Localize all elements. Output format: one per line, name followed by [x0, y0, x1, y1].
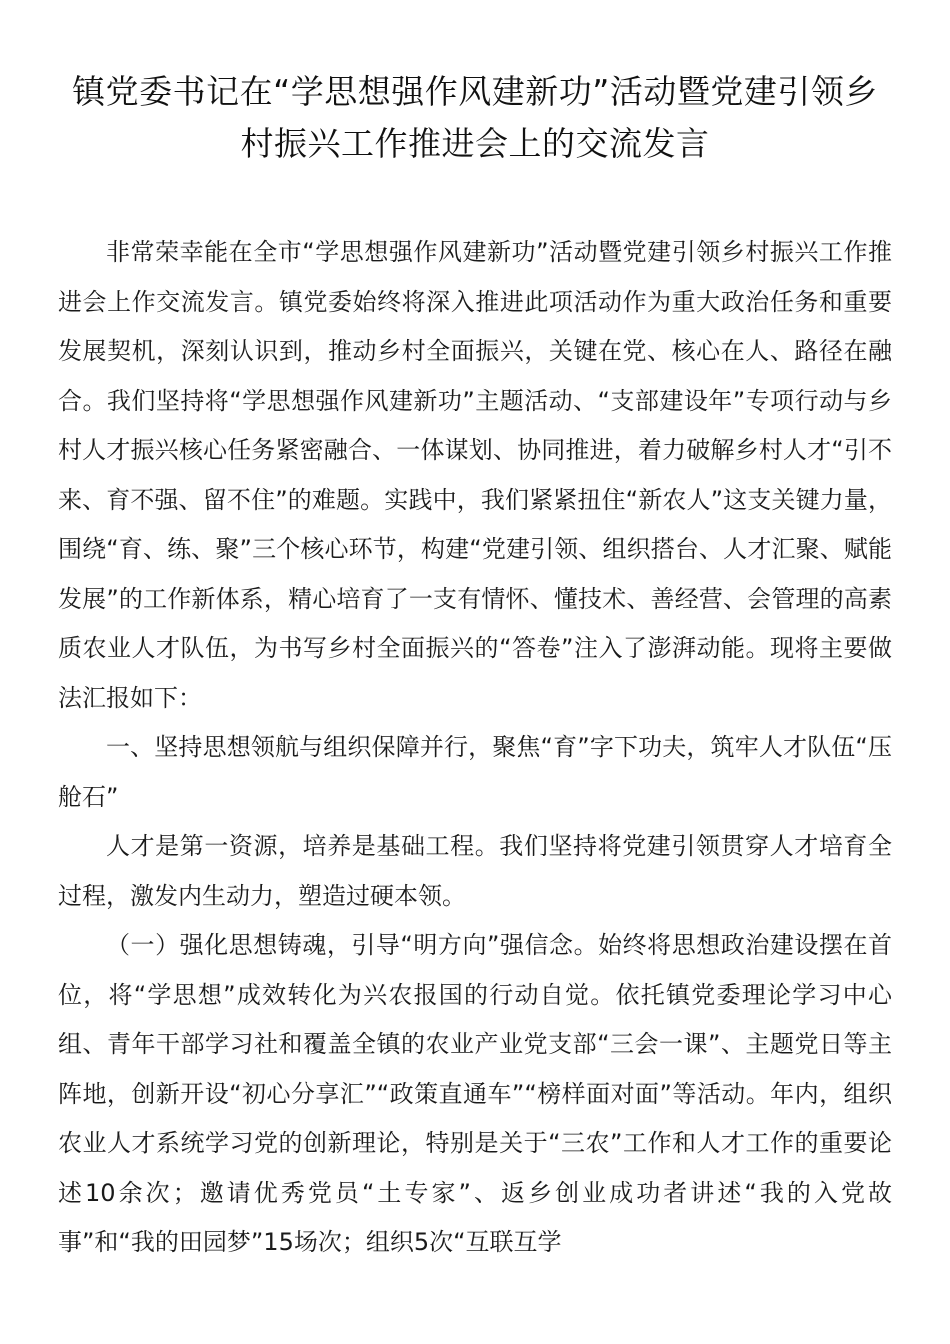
document-body — [58, 228, 892, 1268]
paragraph-intro: 非常荣幸能在全市“学思想强作风建新功”活动暨党建引领乡村振兴工作推进会上作交流发言。镇党委始终将深入推进此项活动作为重大政治任务和重要发展契机，深刻认识到，推动乡村全面振兴，关键在党、核心在人、路径在融合。我们坚持将“学思想强作风建新功”主题活动、“支部建设年”专项行动与乡村人才振兴核心任务紧密融合、一体谋划、协同推进，着力破解乡村人才“引不来、育不强、留不住”的难题。实践中，我们紧紧扭住“新农人”这支关键力量，围绕“育、练、聚”三个核心环节，构建“党建引领、组织搭台、人才汇聚、赋能发展”的工作新体系，精心培育了一支有情怀、懂技术、善经营、会管理的高素质农业人才队伍，为书写乡村全面振兴的“答卷”注入了澎湃动能。现将主要做法汇报如下： — [58, 238, 892, 712]
section-heading-one: 一、坚持思想领航与组织保障并行，聚焦“育”字下功夫，筑牢人才队伍“压舱石” — [58, 733, 892, 811]
document-title: 镇党委书记在“学思想强作风建新功”活动暨党建引领乡村振兴工作推进会上的交流发言 — [72, 72, 878, 163]
paragraph-section-one-lead: 人才是第一资源，培养是基础工程。我们坚持将党建引领贯穿人才培育全过程，激发内生动力，塑造过硬本领。 — [58, 832, 892, 910]
paragraph-subsection-one: （一）强化思想铸魂，引导“明方向”强信念。始终将思想政治建设摆在首位，将“学思想”成效转化为兴农报国的行动自觉。依托镇党委理论学习中心组、青年干部学习社和覆盖全镇的农业产业党支部“三会一课”、主题党日等主阵地，创新开设“初心分享汇”“政策直通车”“榜样面对面”等活动。年内，组织农业人才系统学习党的创新理论，特别是关于“三农”工作和人才工作的重要论述10余次；邀请优秀党员“土专家”、返乡创业成功者讲述“我的入党故事”和“我的田园梦”15场次；组织5次“互联互学 — [58, 931, 892, 1256]
